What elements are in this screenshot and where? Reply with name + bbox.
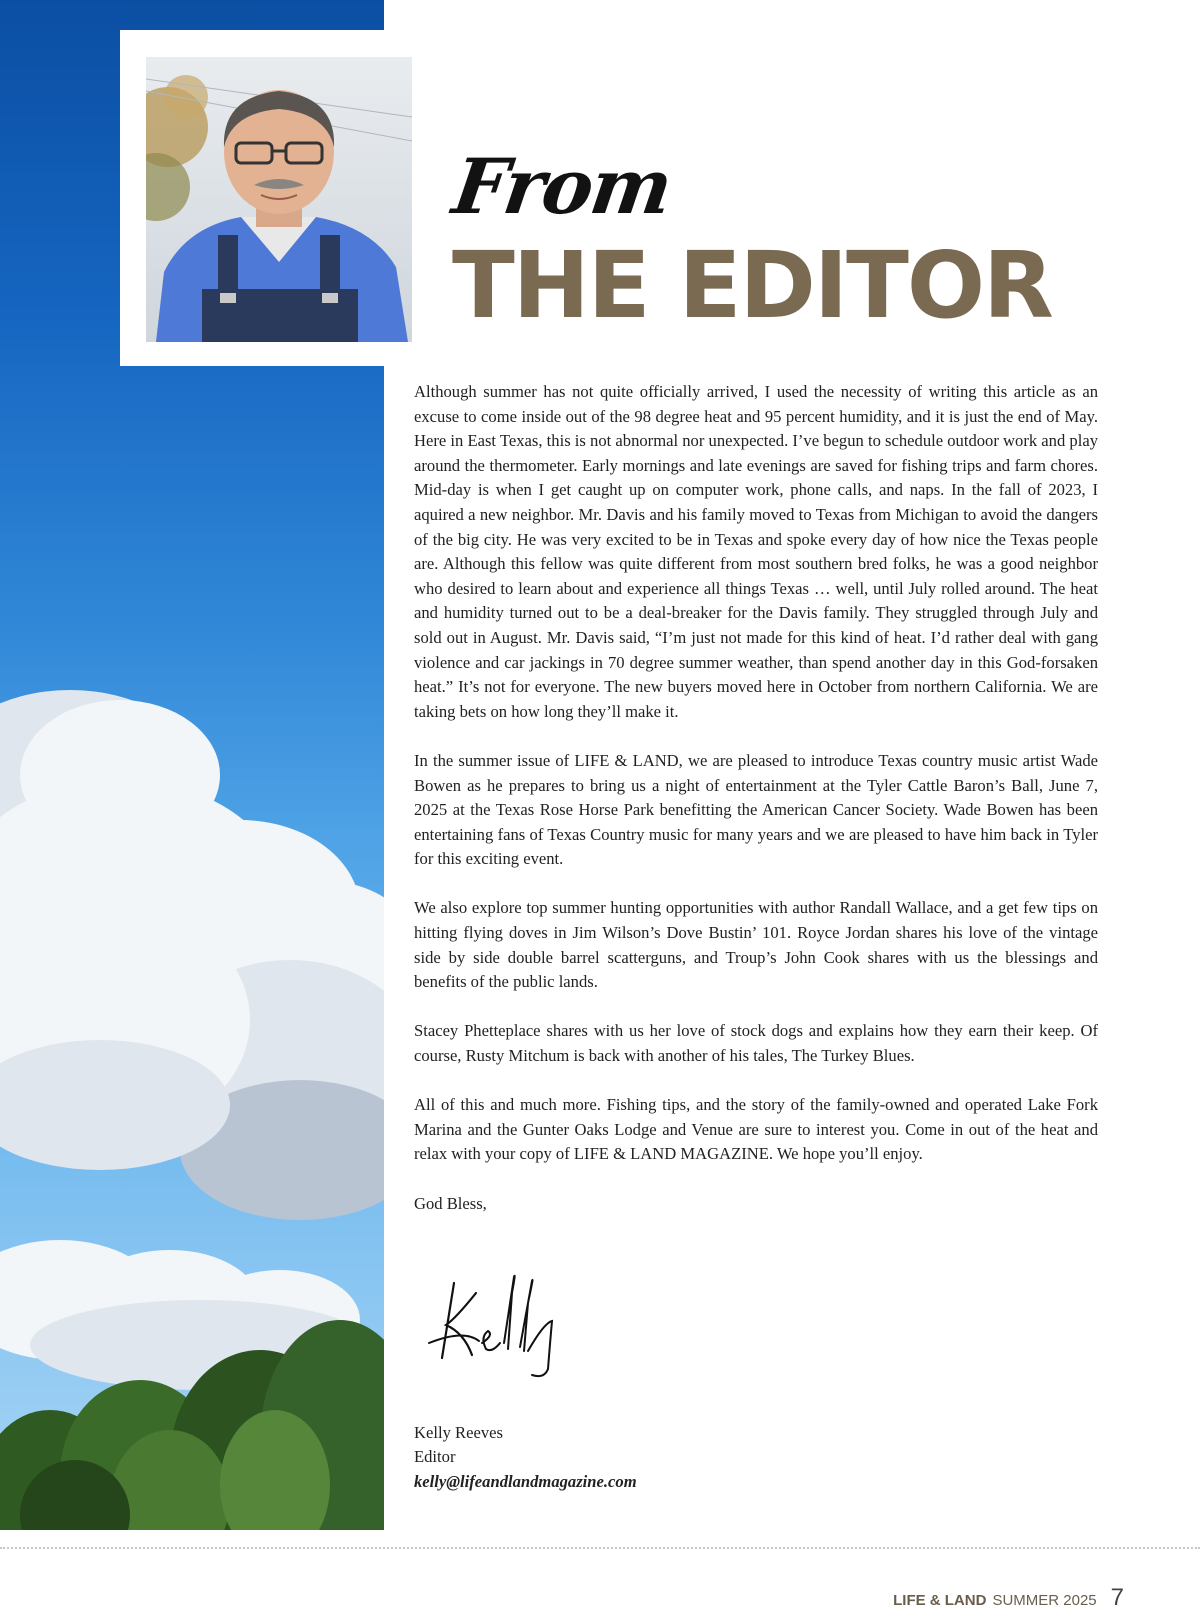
- footer-brand: LIFE & LAND: [893, 1592, 987, 1609]
- signature-area: [414, 1241, 1098, 1421]
- title-from: From: [447, 142, 677, 231]
- treeline: [0, 1320, 384, 1530]
- author-role: Editor: [414, 1447, 456, 1467]
- author-email[interactable]: kelly@lifeandlandmagazine.com: [414, 1471, 637, 1491]
- closing-line: God Bless,: [414, 1193, 487, 1213]
- editor-portrait-icon: [146, 57, 412, 342]
- footer-divider: [0, 1547, 1200, 1549]
- author-name: Kelly Reeves: [414, 1422, 503, 1442]
- paragraph: All of this and much more. Fishing tips, and the story of the family-owned and operated Lake Fork Marina and the Gunter Oaks Lodge and Venue are sure to interest you. Come in out of the heat and relax with your copy of LIFE & LAND MAGAZINE. We hope you’ll enjoy.: [414, 1095, 1098, 1164]
- editor-photo-frame: [120, 30, 420, 366]
- paragraph: We also explore top summer hunting opportunities with author Randall Wallace, and a get few tips on hitting flying doves in Jim Wilson’s Dove Bustin’ 101. Royce Jordan shares his love of the vintage side by side double barrel scatterguns, and Troup’s John Cook shares with us the blessings and benefits of the public lands.: [414, 898, 1098, 992]
- signature-icon: [424, 1263, 574, 1383]
- footer-issue: SUMMER 2025: [992, 1592, 1097, 1609]
- paragraph: In the summer issue of LIFE & LAND, we are pleased to introduce Texas country music artist Wade Bowen as he prepares to bring us a night of entertainment at the Tyler Cattle Baron’s Ball, June 7, 2025 at the Texas Rose Horse Park benefitting the American Cancer Society. Wade Bowen has been entertaining fans of Texas Country music for many years and we are pleased to have him back in Tyler for this exciting event.: [414, 750, 1098, 869]
- title-the-editor: THE EDITOR: [452, 232, 1052, 339]
- paragraph: Stacey Phetteplace shares with us her love of stock dogs and explains how they earn their keep. Of course, Rusty Mitchum is back with another of his tales, The Turkey Blues.: [414, 1021, 1098, 1066]
- editor-photo: [146, 57, 412, 342]
- editor-letter: [414, 380, 1098, 1495]
- author-block: [414, 1421, 1098, 1495]
- page-footer: [893, 1584, 1124, 1612]
- paragraph: Although summer has not quite officially arrived, I used the necessity of writing this article as an excuse to come inside out of the 98 degree heat and 95 percent humidity, and it is just the end of May. Here in East Texas, this is not abnormal nor unexpected. I’ve begun to schedule outdoor work and play around the thermometer. Early mornings and late evenings are saved for fishing trips and farm chores. Mid-day is when I get caught up on computer work, phone calls, and naps. In the fall of 2023, I aquired a new neighbor. Mr. Davis and his family moved to Texas from Michigan to avoid the dangers of the big city. He was very excited to be in Texas and spoke every day of how nice the Texas people are. Although this fellow was quite different from most southern bred folks, he was a good neighbor who desired to learn about and experience all things Texas … well, until July rolled around. The heat and humidity turned out to be a deal-breaker for the Davis family. They struggled through July and sold out in August. Mr. Davis said, “I’m just not made for this kind of heat. I’d rather deal with gang violence and car jackings in 70 degree summer weather, than spend another day in this God-forsaken heat.” It’s not for everyone. The new buyers moved here in October from northern California. We are taking bets on how long they’ll make it.: [414, 382, 1098, 721]
- page-number: 7: [1110, 1584, 1124, 1611]
